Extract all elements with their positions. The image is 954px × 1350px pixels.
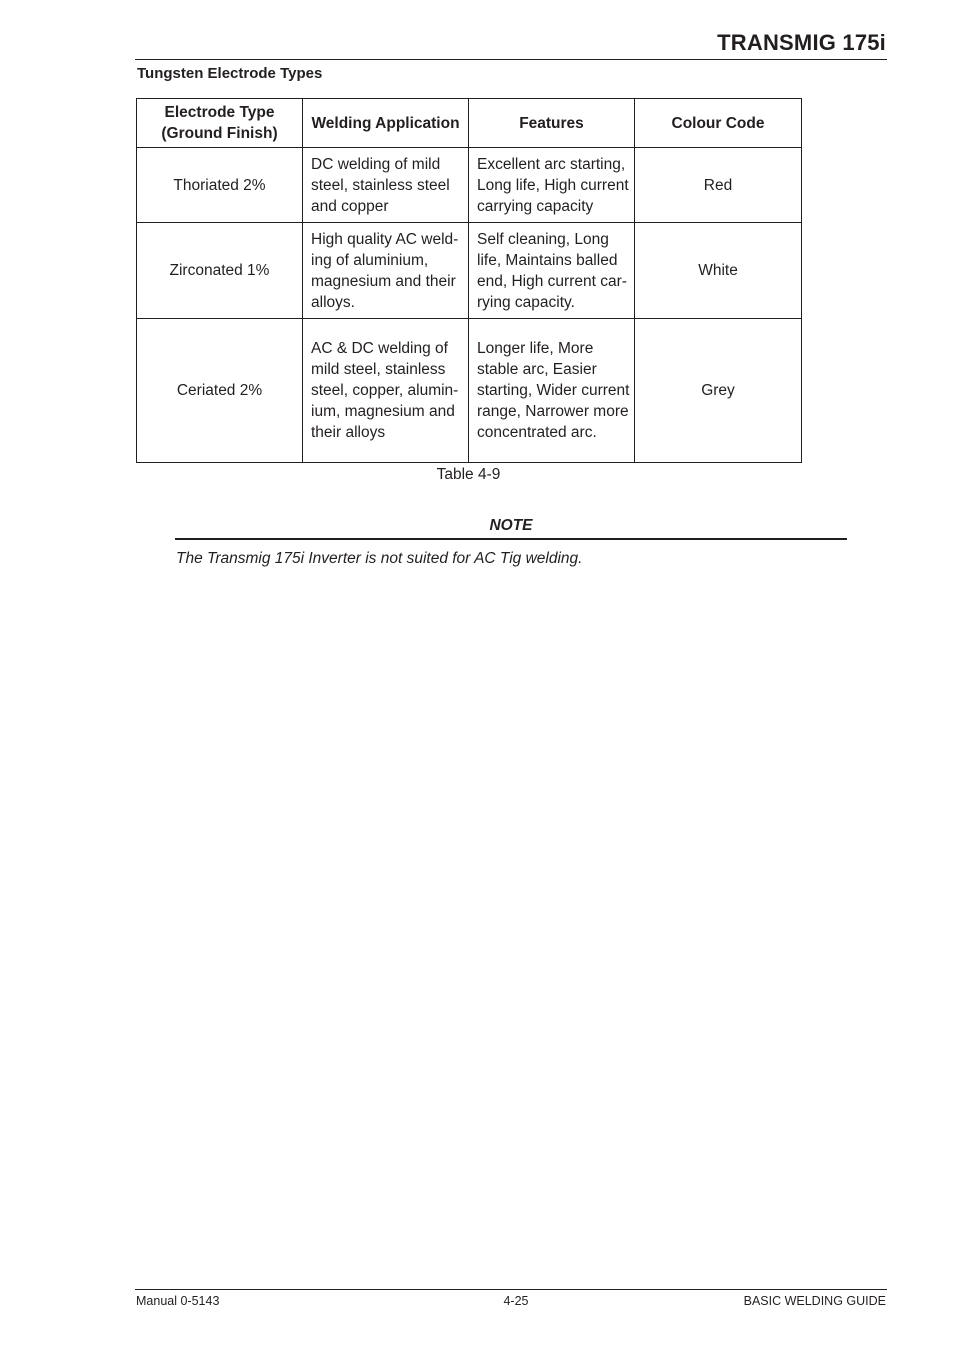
text-line: ium, magnesium and bbox=[311, 403, 455, 420]
text-line: Long life, High current bbox=[477, 176, 629, 194]
text-line: concentrated arc. bbox=[477, 424, 597, 441]
text-line: carrying capacity bbox=[477, 197, 594, 215]
footer-divider bbox=[135, 1289, 887, 1290]
cell-electrode-type: Zirconated 1% bbox=[137, 223, 303, 319]
footer-manual-number: Manual 0-5143 bbox=[136, 1294, 220, 1308]
text-line: and copper bbox=[311, 197, 389, 215]
text-line: rying capacity. bbox=[477, 293, 575, 311]
section-heading: Tungsten Electrode Types bbox=[137, 65, 323, 82]
footer-page-number: 4-25 bbox=[503, 1294, 529, 1308]
cell-colour-code: Red bbox=[635, 148, 802, 223]
text-line: magnesium and their bbox=[311, 272, 456, 290]
text-line: High quality AC weld- bbox=[311, 230, 459, 248]
text-line: range, Narrower more bbox=[477, 403, 629, 420]
text-line: alloys. bbox=[311, 293, 355, 311]
table-row bbox=[137, 319, 802, 463]
table-row bbox=[137, 148, 802, 223]
cell-features bbox=[469, 148, 635, 223]
text-line: end, High current car- bbox=[477, 272, 627, 290]
header-welding-application: Welding Application bbox=[303, 99, 469, 148]
text-line: AC & DC welding of bbox=[311, 340, 448, 357]
note-divider bbox=[175, 538, 847, 540]
header-features: Features bbox=[469, 99, 635, 148]
table-caption: Table 4-9 bbox=[436, 466, 501, 483]
cell-colour-code: White bbox=[635, 223, 802, 319]
text-line: Longer life, More bbox=[477, 340, 594, 357]
text-line: starting, Wider current bbox=[477, 382, 630, 399]
cell-features bbox=[469, 319, 635, 463]
cell-welding-application bbox=[303, 148, 469, 223]
note-label: NOTE bbox=[489, 517, 533, 534]
text-line: life, Maintains balled bbox=[477, 251, 618, 269]
footer-section-name: BASIC WELDING GUIDE bbox=[743, 1294, 886, 1308]
header-divider bbox=[135, 59, 887, 60]
note-text: The Transmig 175i Inverter is not suited for AC Tig welding. bbox=[176, 550, 583, 567]
text-line: steel, copper, alumin- bbox=[311, 382, 459, 399]
cell-welding-application bbox=[303, 223, 469, 319]
header-electrode-type bbox=[137, 99, 303, 148]
text-line: mild steel, stainless bbox=[311, 361, 446, 378]
header-electrode-type-line1: Electrode Type bbox=[164, 104, 275, 121]
electrode-types-table bbox=[136, 98, 802, 463]
header-colour-code: Colour Code bbox=[635, 99, 802, 148]
cell-electrode-type: Thoriated 2% bbox=[137, 148, 303, 223]
table-row bbox=[137, 223, 802, 319]
text-line: Self cleaning, Long bbox=[477, 230, 609, 248]
text-line: Excellent arc starting, bbox=[477, 155, 626, 173]
cell-welding-application bbox=[303, 319, 469, 463]
cell-electrode-type: Ceriated 2% bbox=[137, 319, 303, 463]
text-line: DC welding of mild bbox=[311, 155, 441, 173]
text-line: ing of aluminium, bbox=[311, 251, 429, 269]
text-line: their alloys bbox=[311, 424, 386, 441]
text-line: stable arc, Easier bbox=[477, 361, 597, 378]
cell-features bbox=[469, 223, 635, 319]
cell-colour-code: Grey bbox=[635, 319, 802, 463]
table-header-row bbox=[137, 99, 802, 148]
text-line: steel, stainless steel bbox=[311, 176, 450, 194]
header-electrode-type-line2: (Ground Finish) bbox=[161, 125, 278, 142]
document-title: TRANSMIG 175i bbox=[717, 30, 886, 55]
